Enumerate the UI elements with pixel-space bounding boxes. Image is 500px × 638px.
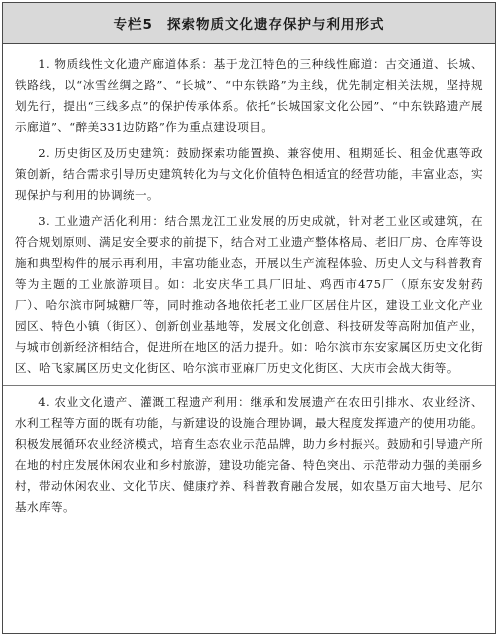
feature-box (2, 2, 496, 634)
item-4-lead: 4. 农业文化遗产、灌溉工程遗产利用： (38, 395, 251, 409)
box-label: 专栏5 (113, 17, 153, 33)
box-title: 探索物质文化遗存保护与利用形式 (166, 17, 385, 33)
box-content (3, 44, 495, 518)
item-2-lead: 2. 历史街区及历史建筑： (38, 146, 177, 160)
item-4 (15, 392, 483, 518)
item-2-text: 鼓励探索功能置换、兼容使用、租期延长、租金优惠等政策创新，结合需求引导历史建筑转化为与文化价值特色相适宜的经营功能，丰富业态，实现保护与利用的协调统一。 (15, 146, 483, 202)
item-1-text: 基于龙江特色的三种线性廊道：古交通道、长城、铁路线，以“冰雪丝绸之路”、“长城”、“中东铁路”为主线，优先制定相关法规，坚持规划先行，提出“三线多点”的保护传承体系。依托“长城国家文化公园”、“中东铁路遗产展示廊道”、“醉美331边防路”作为重点建设项目。 (15, 57, 483, 134)
box-header (3, 3, 495, 44)
item-2 (15, 143, 483, 206)
item-4-text: 继承和发展遗产在农田引排水、农业经济、水利工程等方面的既有功能，与新建设的设施合理协调，最大程度发挥遗产的使用功能。积极发展循环农业经济模式，培育生态农业示范品牌，助力乡村振兴。鼓励和引导遗产所在地的村庄发展休闲农业和乡村旅游，建设功能完备、特色突出、示范带动力强的美丽乡村，带动休闲农业、文化节庆、健康疗养、科普教育融合发展，如农垦万亩大地号、尼尔基水库等。 (15, 395, 483, 514)
item-3 (15, 211, 483, 379)
item-3-text: 结合黑龙江工业发展的历史成就，针对老工业区或建筑，在符合规划原则、满足安全要求的前提下，结合对工业遗产整体格局、老旧厂房、仓库等设施和典型构件的展示再利用，丰富功能业态，开展以生产流程体验、历史人文与科普教育等为主题的工业旅游项目。如：北安庆华工具厂旧址、鸡西市475厂（原东安发射药厂）、哈尔滨市阿城糖厂等，同时推动各地依托老工业厂区居住片区，建设工业文化产业园区、特色小镇（街区）、创新创业基地等，发展文化创意、科技研发等高附加值产业，与城市创新经济相结合，促进所在地区的活力提升。如：哈尔滨市东安家属区历史文化街区、哈飞家属区历史文化街区、哈尔滨市亚麻厂历史文化街区、大庆市会战大街等。 (15, 214, 483, 375)
item-3-lead: 3. 工业遗产活化利用： (38, 214, 165, 228)
divider (3, 385, 495, 386)
item-1-lead: 1. 物质线性文化遗产廊道体系： (38, 57, 214, 71)
item-1 (15, 54, 483, 138)
